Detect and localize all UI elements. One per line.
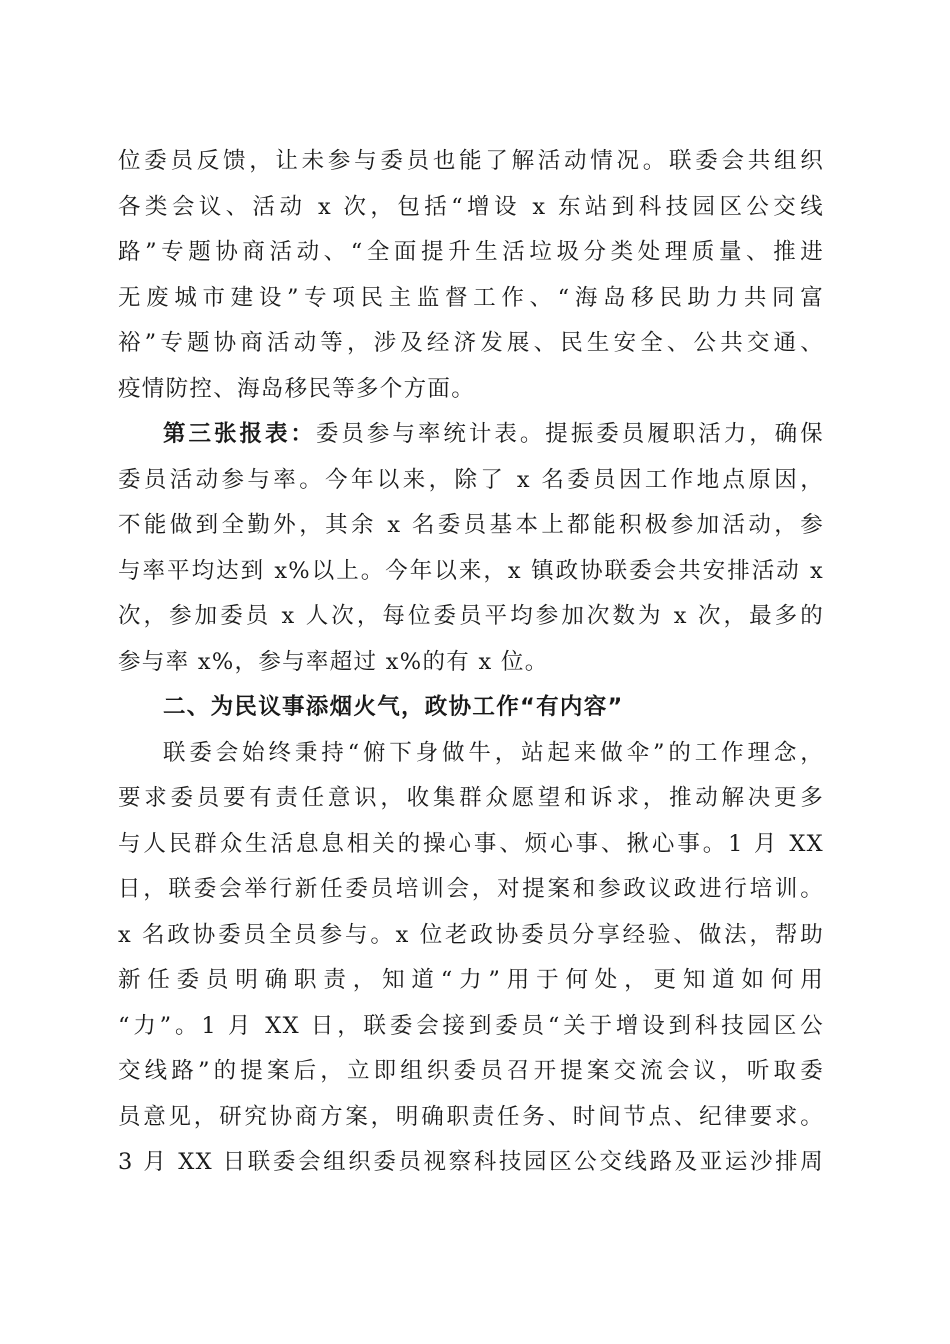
- text-line: 参与率 x%，参与率超过 x%的有 x 位。: [118, 648, 549, 675]
- paragraph-2: [118, 412, 824, 685]
- paragraph-3: [118, 731, 824, 1186]
- text-line: 新任委员明确职责，知道“力”用于何处，更知道如何用: [118, 967, 824, 993]
- text-line: [118, 412, 824, 458]
- text-line: 与率平均达到 x%以上。今年以来，x 镇政协联委会共安排活动 x: [118, 557, 824, 584]
- text-line: 3 月 XX 日联委会组织委员视察科技园区公交线路及亚运沙排周: [118, 1149, 824, 1175]
- text-line: 要求委员要有责任意识，收集群众愿望和诉求，推动解决更多: [118, 785, 824, 811]
- text-line: 疫情防控、海岛移民等多个方面。: [118, 375, 476, 402]
- text-run: 委员参与率统计表。提振委员履职活力，确保: [315, 421, 824, 447]
- text-line: 位委员反馈，让未参与委员也能了解活动情况。联委会共组织: [118, 148, 824, 174]
- text-line: “力”。1 月 XX 日，联委会接到委员“关于增设到科技园区公: [118, 1012, 824, 1039]
- text-line: x 名政协委员全员参与。x 位老政协委员分享经验、做法，帮助: [118, 921, 824, 948]
- text-line: 路”专题协商活动、“全面提升生活垃圾分类处理质量、推进: [118, 239, 824, 265]
- bold-lead: 第三张报表：: [163, 421, 316, 447]
- paragraph-1: [118, 139, 824, 412]
- text-line: 联委会始终秉持“俯下身做牛，站起来做伞”的工作理念，: [163, 739, 824, 766]
- text-line: 各类会议、活动 x 次，包括“增设 x 东站到科技园区公交线: [118, 193, 824, 220]
- heading-text: 二、为民议事添烟火气，政协工作“有内容”: [163, 694, 624, 720]
- text-line: 不能做到全勤外，其余 x 名委员基本上都能积极参加活动，参: [118, 512, 824, 538]
- text-line: 员意见，研究协商方案，明确职责任务、时间节点、纪律要求。: [118, 1103, 824, 1130]
- text-line: 裕”专题协商活动等，涉及经济发展、民生安全、公共交通、: [118, 330, 824, 356]
- text-line: 日，联委会举行新任委员培训会，对提案和参政议政进行培训。: [118, 876, 824, 902]
- text-line: 与人民群众生活息息相关的操心事、烦心事、揪心事。1 月 XX: [118, 830, 824, 857]
- section-heading: [118, 685, 824, 731]
- text-line: 次，参加委员 x 人次，每位委员平均参加次数为 x 次，最多的: [118, 603, 824, 629]
- text-line: 委员活动参与率。今年以来，除了 x 名委员因工作地点原因，: [118, 466, 824, 493]
- text-line: 交线路”的提案后，立即组织委员召开提案交流会议，听取委: [118, 1058, 824, 1084]
- document-page: [118, 139, 824, 1186]
- text-line: 无废城市建设”专项民主监督工作、“海岛移民助力共同富: [118, 284, 824, 311]
